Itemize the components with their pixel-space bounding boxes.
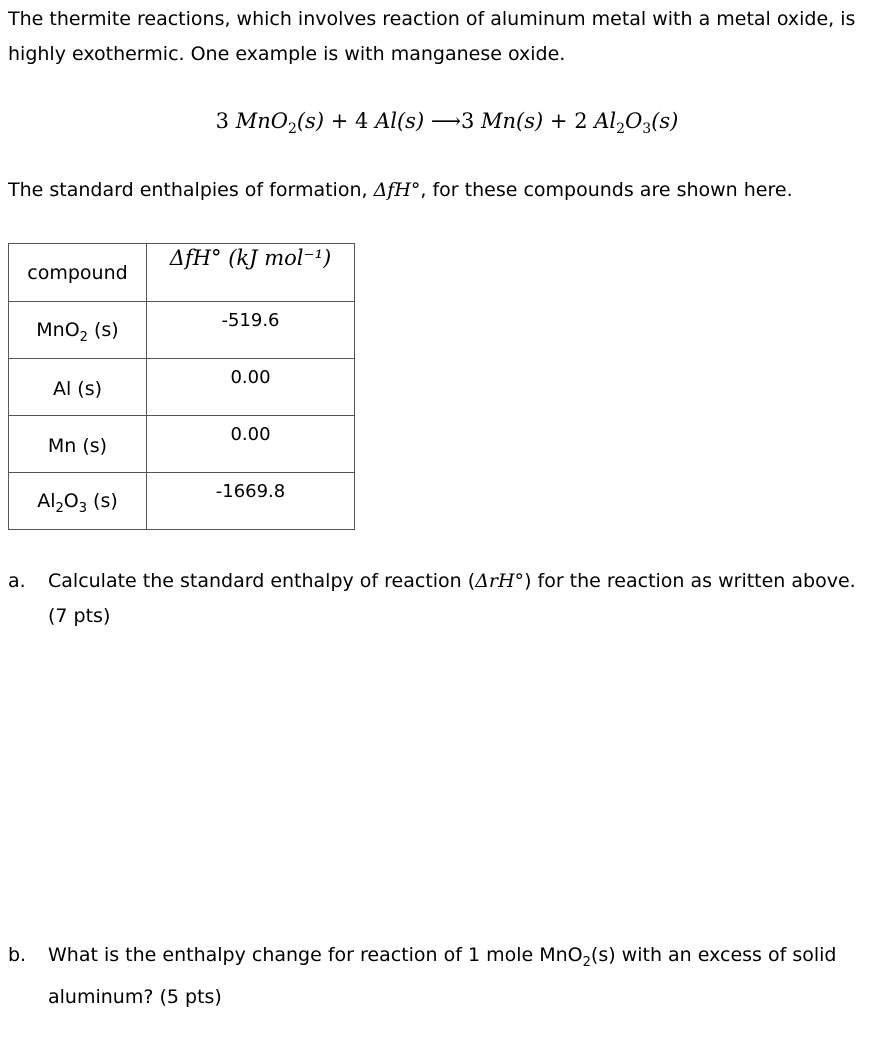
header-compound: compound: [9, 244, 147, 302]
intro-line-1: The thermite reactions, which involves reaction of aluminum metal with a metal oxide, is: [8, 8, 856, 30]
reactant-mno2: MnO$_2$(s): [235, 109, 325, 138]
compound-cell: Mn (s): [9, 416, 147, 473]
product-mn: Mn(s): [481, 109, 544, 133]
compound-cell: Al (s): [9, 359, 147, 416]
question-b-line-2: aluminum? (5 pts): [48, 985, 222, 1008]
question-a-text: Calculate the standard enthalpy of reaction (ΔrH°) for the reaction as written above. (7 pts): [48, 564, 894, 634]
enthalpy-of-formation-table: [8, 243, 355, 530]
table-row: [9, 416, 355, 473]
compound-cell: $Al_2O_3$ (s): [9, 473, 147, 530]
question-b-text: What is the enthalpy change for reaction of 1 mole MnO$_2$(s) with an excess of solid aluminum? (5 pts): [48, 938, 894, 1015]
plus-2: +: [549, 109, 568, 133]
coef-3: 3: [460, 109, 475, 133]
question-b-label: b.: [8, 944, 27, 966]
standard-enthalpy-sentence: The standard enthalpies of formation, ΔfH°, for these compounds are shown here.: [8, 179, 793, 201]
enthalpy-value: -1669.8: [147, 473, 355, 530]
question-a-label: a.: [8, 570, 26, 592]
plus-1: +: [330, 109, 349, 133]
enthalpy-value: 0.00: [147, 416, 355, 473]
intro-paragraph: [8, 2, 888, 72]
coef-4: 2: [574, 109, 588, 133]
reaction-arrow: ⟶: [430, 109, 461, 133]
table-row: [9, 302, 355, 359]
product-al2o3: $Al_2O_3(s)$: [594, 109, 679, 138]
enthalpy-value: 0.00: [147, 359, 355, 416]
enthalpy-value: -519.6: [147, 302, 355, 359]
coef-1: 3: [215, 109, 229, 133]
table-row: [9, 359, 355, 416]
intro-line-2: highly exothermic. One example is with manganese oxide.: [8, 43, 566, 65]
delta-f-h-symbol: ΔfH°: [373, 179, 421, 201]
coef-2: 4: [355, 109, 369, 133]
reaction-equation: [0, 104, 894, 146]
table-header-row: [9, 244, 355, 302]
reactant-al: Al(s): [375, 109, 425, 133]
question-a-points: (7 pts): [48, 605, 111, 627]
delta-r-h-symbol: ΔrH°: [475, 570, 525, 592]
table-row: [9, 473, 355, 530]
compound-cell: MnO$_2$ (s): [9, 302, 147, 359]
header-enthalpy: ΔfH° (kJ mol⁻¹): [147, 244, 355, 302]
